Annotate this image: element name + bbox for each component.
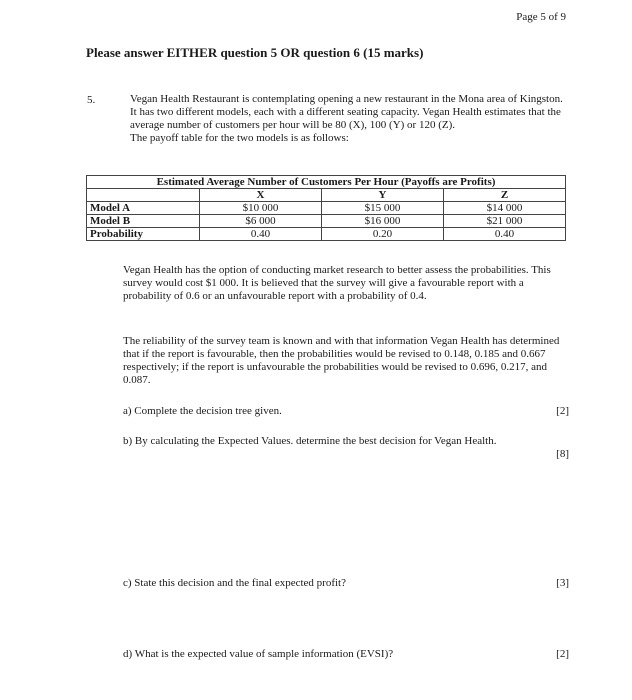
table-cell: $15 000: [321, 202, 443, 215]
question-choice-heading: Please answer EITHER question 5 OR question 6 (15 marks): [86, 45, 424, 60]
market-research-paragraph: Vegan Health has the option of conducting market research to better assess the probabilities. This survey would cost $1 000. It is believed that the survey will give a favourable report with a probability of 0.6 or an unfavourable report with a probability of 0.4.: [123, 264, 551, 302]
page-number: Page 5 of 9: [516, 11, 566, 23]
column-header-y: Y: [321, 189, 443, 202]
table-header-blank: [87, 189, 200, 202]
table-cell: $14 000: [443, 202, 565, 215]
table-row: [87, 228, 566, 241]
part-b: [123, 435, 569, 461]
table-cell: 0.40: [443, 228, 565, 241]
table-cell: 0.20: [321, 228, 443, 241]
intro-table-lead: The payoff table for the two models is as follows:: [130, 132, 349, 144]
row-label-probability: Probability: [87, 228, 200, 241]
question-number: 5.: [87, 94, 96, 106]
column-header-z: Z: [443, 189, 565, 202]
part-d-text: d) What is the expected value of sample information (EVSI)?: [123, 648, 394, 660]
row-label-model-b: Model B: [87, 215, 200, 228]
row-label-model-a: Model A: [87, 202, 200, 215]
question-intro: [130, 93, 570, 145]
reliability-paragraph: The reliability of the survey team is known and with that information Vegan Health has determined that if the report is favourable, then the probabilities would be revised to 0.148, 0.185 and 0.667 respectively; if the report is unfavourable the probabilities would be revised to 0.696, 0.217, and 0.087.: [123, 335, 560, 386]
part-b-text: b) By calculating the Expected Values. determine the best decision for Vegan Health.: [123, 435, 497, 447]
table-cell: $21 000: [443, 215, 565, 228]
table-cell: $10 000: [200, 202, 322, 215]
part-b-marks: [8]: [556, 448, 569, 460]
part-c-text: c) State this decision and the final expected profit?: [123, 577, 346, 589]
part-a-text: a) Complete the decision tree given.: [123, 405, 282, 417]
part-a: [123, 405, 569, 418]
column-header-x: X: [200, 189, 322, 202]
table-caption: Estimated Average Number of Customers Per Hour (Payoffs are Profits): [87, 176, 566, 189]
table-cell: $16 000: [321, 215, 443, 228]
table-cell: 0.40: [200, 228, 322, 241]
part-c-marks: [3]: [556, 577, 569, 589]
intro-paragraph: Vegan Health Restaurant is contemplating opening a new restaurant in the Mona area of Kingston. It has two different models, each with a different seating capacity. Vegan Health estimates that the average number of customers per hour will be 80 (X), 100 (Y) or 120 (Z).: [130, 93, 563, 131]
table-row: [87, 202, 566, 215]
payoff-table: [86, 175, 566, 241]
table-caption-row: [87, 176, 566, 189]
part-a-marks: [2]: [556, 405, 569, 417]
table-header-row: [87, 189, 566, 202]
part-d-marks: [2]: [556, 648, 569, 660]
table-cell: $6 000: [200, 215, 322, 228]
table-row: [87, 215, 566, 228]
part-d: [123, 648, 569, 661]
part-c: [123, 577, 569, 590]
